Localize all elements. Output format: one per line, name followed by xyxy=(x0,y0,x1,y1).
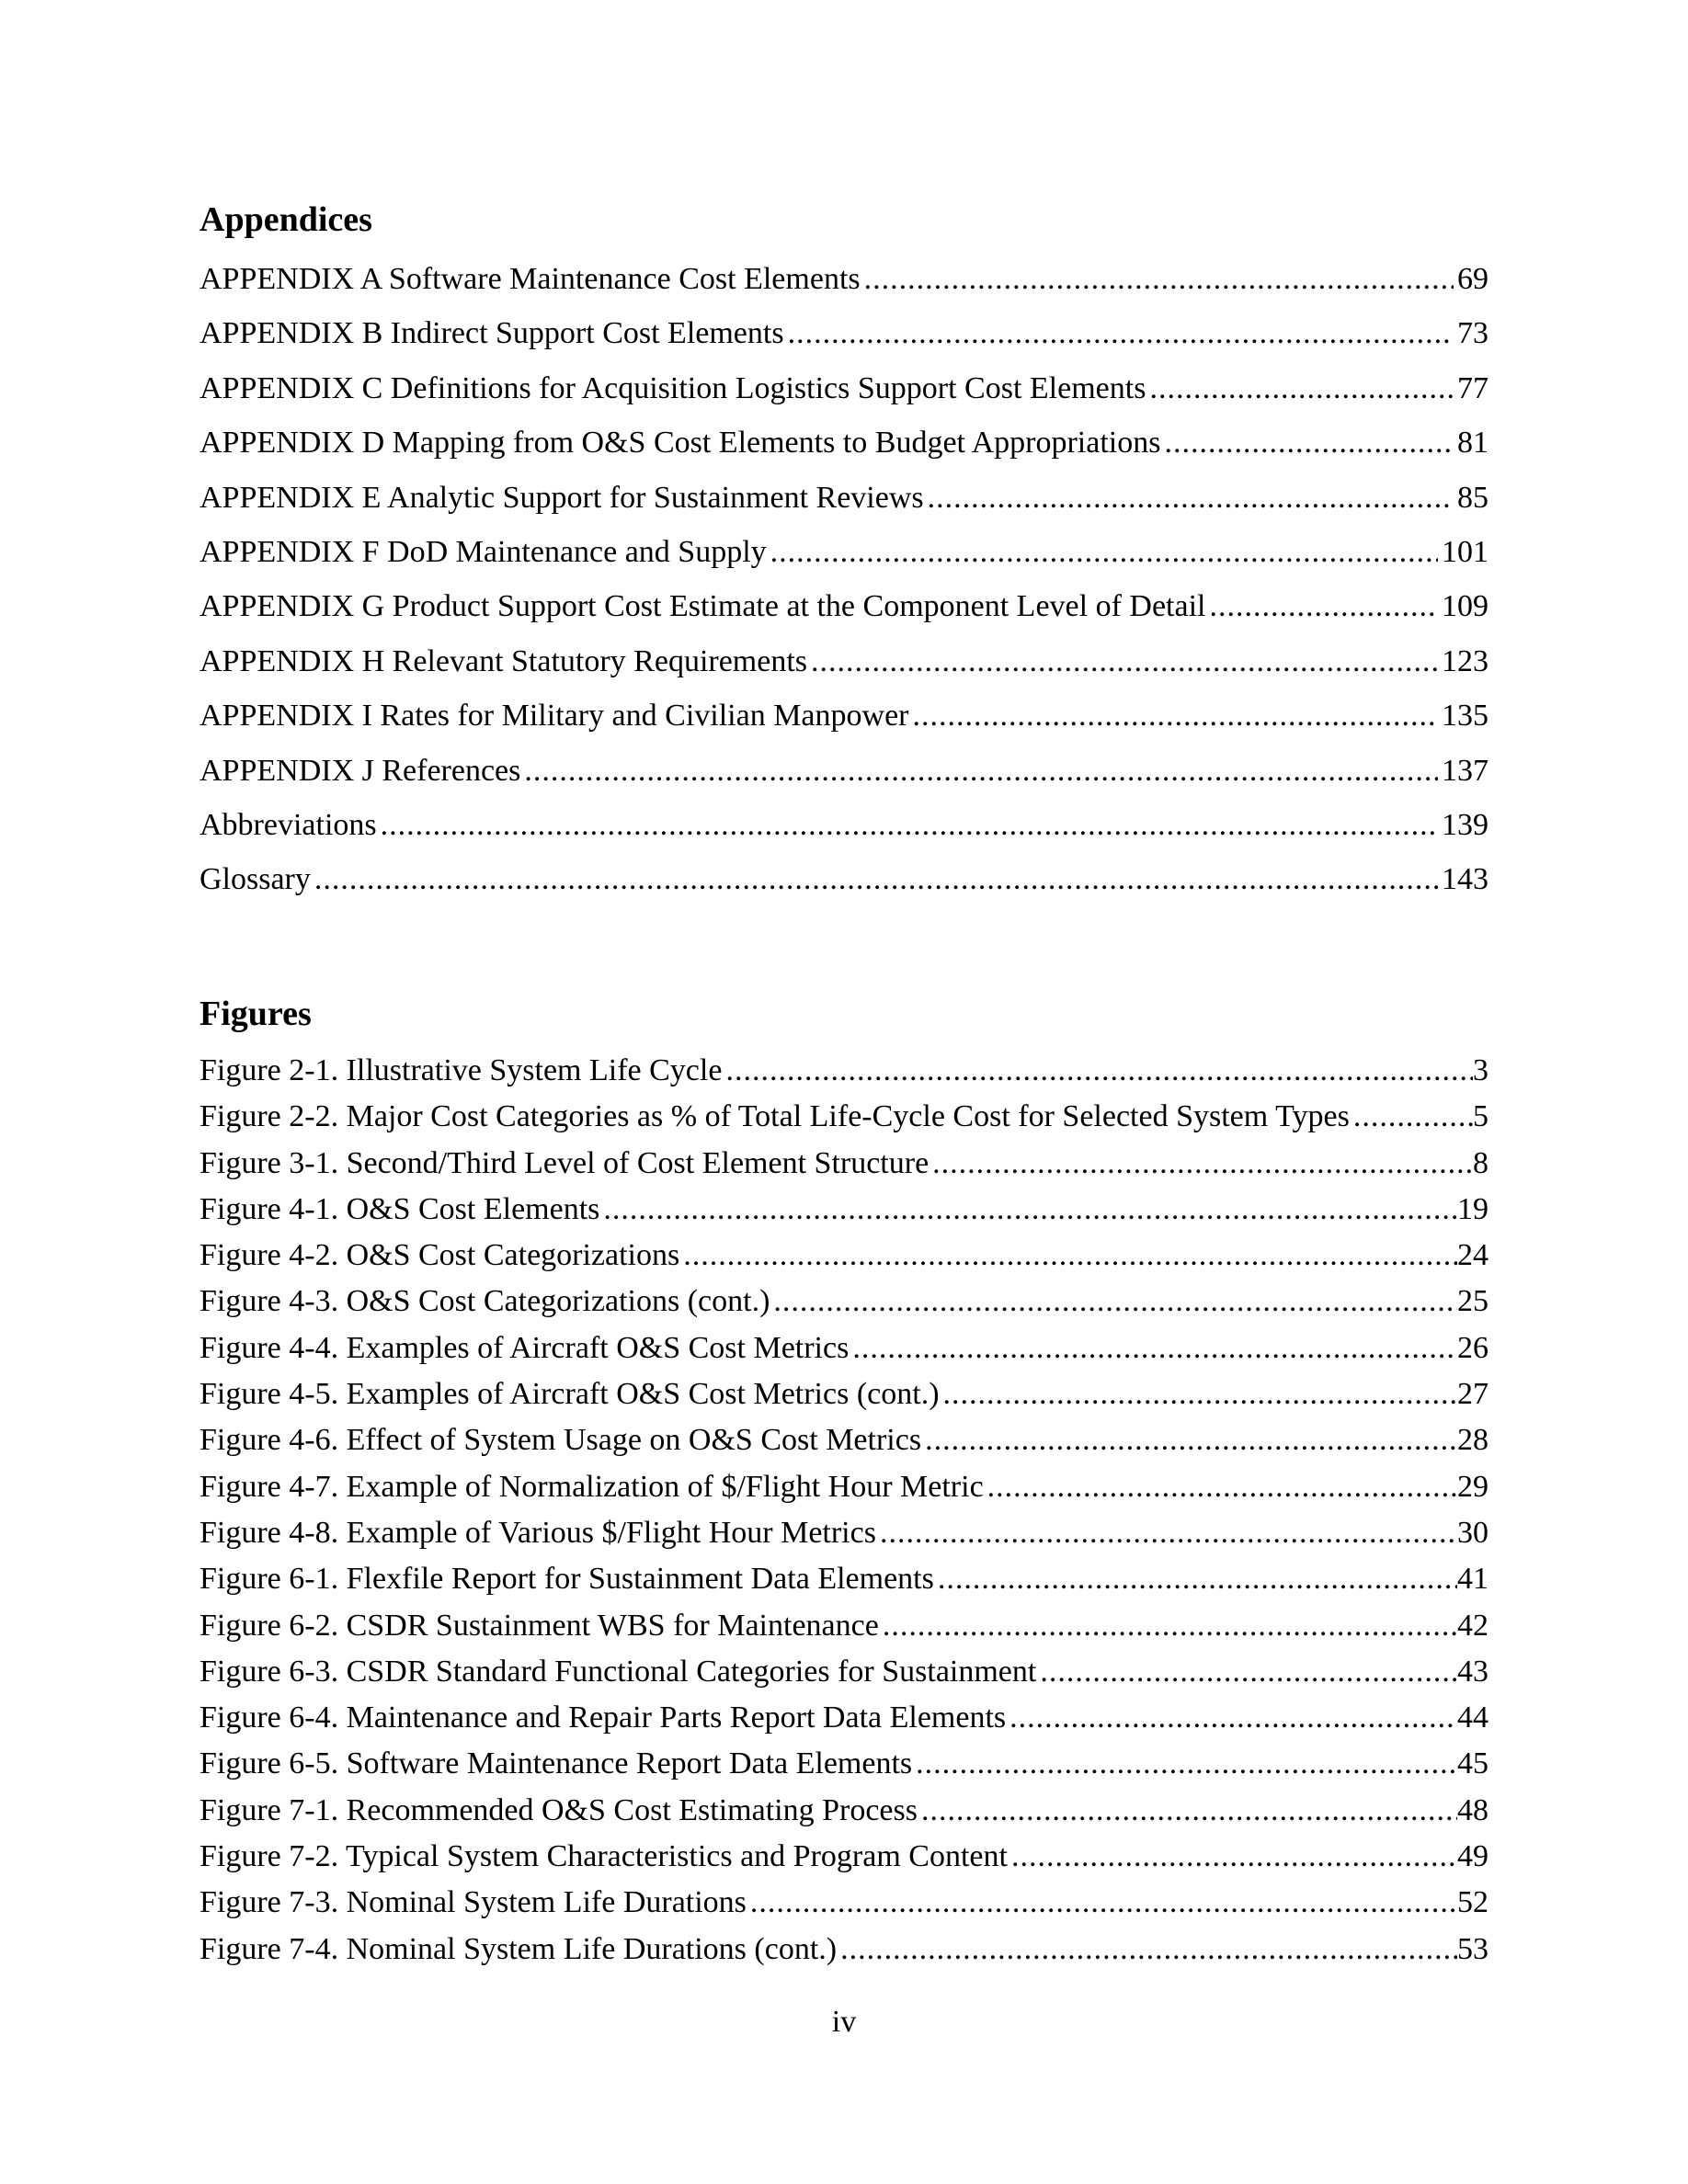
dot-leader xyxy=(916,1743,1457,1785)
toc-entry-figure-4-7[interactable] xyxy=(200,1466,1488,1512)
appendices-list xyxy=(200,257,1488,913)
dot-leader xyxy=(932,1143,1473,1185)
dot-leader xyxy=(852,1327,1457,1370)
dot-leader xyxy=(770,530,1438,574)
toc-entry-page: 109 xyxy=(1442,589,1488,624)
toc-entry-appendix-d[interactable] xyxy=(200,421,1488,475)
toc-entry-page: 30 xyxy=(1457,1515,1488,1550)
toc-entry-title: Figure 4-3. O&S Cost Categorizations (cont.) xyxy=(200,1284,770,1319)
dot-leader xyxy=(883,1605,1457,1647)
toc-entry-page: 42 xyxy=(1457,1608,1488,1643)
figures-list xyxy=(200,1050,1488,1974)
toc-entry-glossary[interactable] xyxy=(200,858,1488,912)
toc-entry-title: APPENDIX C Definitions for Acquisition Logistics Support Cost Elements xyxy=(200,370,1146,405)
toc-entry-title: Figure 4-4. Examples of Aircraft O&S Cost Metrics xyxy=(200,1330,850,1365)
dot-leader xyxy=(1009,1697,1457,1739)
dot-leader xyxy=(864,257,1454,301)
dot-leader xyxy=(840,1928,1457,1971)
toc-entry-title: Figure 4-1. O&S Cost Elements xyxy=(200,1191,600,1226)
toc-entry-appendix-h[interactable] xyxy=(200,640,1488,694)
toc-entry-page: 137 xyxy=(1442,753,1488,788)
toc-entry-page: 52 xyxy=(1457,1885,1488,1920)
dot-leader xyxy=(725,1050,1473,1092)
dot-leader xyxy=(928,476,1454,520)
toc-entry-page: 24 xyxy=(1457,1238,1488,1273)
toc-entry-appendix-a[interactable] xyxy=(200,257,1488,312)
toc-entry-page: 44 xyxy=(1457,1701,1488,1735)
toc-entry-page: 69 xyxy=(1457,262,1488,296)
toc-entry-page: 43 xyxy=(1457,1654,1488,1689)
toc-entry-appendix-e[interactable] xyxy=(200,476,1488,530)
toc-entry-figure-4-1[interactable] xyxy=(200,1189,1488,1234)
toc-entry-page: 8 xyxy=(1473,1145,1488,1180)
dot-leader xyxy=(880,1512,1457,1554)
toc-entry-appendix-i[interactable] xyxy=(200,694,1488,748)
toc-entry-figure-4-6[interactable] xyxy=(200,1419,1488,1465)
toc-entry-title: Figure 4-6. Effect of System Usage on O&S Cost Metrics xyxy=(200,1423,922,1458)
toc-entry-figure-4-8[interactable] xyxy=(200,1512,1488,1558)
dot-leader xyxy=(1209,585,1438,629)
toc-entry-title: Figure 6-1. Flexfile Report for Sustainment Data Elements xyxy=(200,1562,934,1597)
toc-entry-title: Figure 2-2. Major Cost Categories as % of Total Life-Cycle Cost for Selected System Types xyxy=(200,1099,1350,1134)
toc-entry-figure-6-5[interactable] xyxy=(200,1743,1488,1789)
toc-entry-title: Figure 6-5. Software Maintenance Report Data Elements xyxy=(200,1746,913,1781)
toc-entry-title: Figure 7-3. Nominal System Life Durations xyxy=(200,1885,747,1920)
toc-entry-figure-4-3[interactable] xyxy=(200,1280,1488,1326)
toc-entry-title: Figure 6-2. CSDR Sustainment WBS for Maintenance xyxy=(200,1608,879,1643)
dot-leader xyxy=(1011,1836,1457,1878)
toc-entry-figure-7-4[interactable] xyxy=(200,1928,1488,1974)
toc-entry-title: APPENDIX A Software Maintenance Cost Elements xyxy=(200,262,861,296)
toc-entry-page: 45 xyxy=(1457,1746,1488,1781)
toc-entry-appendix-j[interactable] xyxy=(200,749,1488,803)
toc-entry-page: 25 xyxy=(1457,1284,1488,1319)
toc-entry-appendix-g[interactable] xyxy=(200,585,1488,639)
dot-leader xyxy=(925,1419,1457,1462)
toc-entry-page: 77 xyxy=(1457,370,1488,405)
dot-leader xyxy=(683,1234,1457,1277)
toc-entry-figure-6-1[interactable] xyxy=(200,1558,1488,1604)
toc-entry-title: Figure 4-8. Example of Various $/Flight Hour Metrics xyxy=(200,1515,876,1550)
toc-entry-title: APPENDIX G Product Support Cost Estimate at the Component Level of Detail xyxy=(200,589,1206,624)
toc-entry-figure-6-4[interactable] xyxy=(200,1697,1488,1743)
toc-entry-title: APPENDIX F DoD Maintenance and Supply xyxy=(200,534,767,569)
appendices-heading: Appendices xyxy=(200,200,372,239)
toc-entry-page: 49 xyxy=(1457,1839,1488,1874)
toc-entry-title: APPENDIX I Rates for Military and Civilian Manpower xyxy=(200,699,909,734)
toc-entry-figure-7-3[interactable] xyxy=(200,1882,1488,1928)
toc-entry-page: 85 xyxy=(1457,480,1488,515)
toc-entry-page: 48 xyxy=(1457,1792,1488,1827)
toc-entry-page: 81 xyxy=(1457,426,1488,461)
toc-entry-appendix-c[interactable] xyxy=(200,367,1488,421)
dot-leader xyxy=(1149,367,1454,411)
toc-entry-title: Figure 4-2. O&S Cost Categorizations xyxy=(200,1238,680,1273)
toc-entry-page: 139 xyxy=(1442,807,1488,842)
dot-leader xyxy=(603,1189,1457,1231)
toc-entry-figure-7-1[interactable] xyxy=(200,1790,1488,1836)
toc-entry-page: 123 xyxy=(1442,643,1488,678)
dot-leader xyxy=(788,312,1454,356)
toc-entry-title: Figure 6-4. Maintenance and Repair Parts Report Data Elements xyxy=(200,1701,1007,1735)
toc-entry-title: Figure 4-7. Example of Normalization of $/Flight Hour Metric xyxy=(200,1469,984,1504)
toc-entry-page: 143 xyxy=(1442,862,1488,897)
toc-entry-title: APPENDIX J References xyxy=(200,753,521,788)
toc-entry-figure-6-2[interactable] xyxy=(200,1605,1488,1651)
dot-leader xyxy=(1353,1096,1473,1138)
toc-entry-title: Glossary xyxy=(200,862,311,897)
toc-entry-page: 53 xyxy=(1457,1931,1488,1966)
toc-entry-page: 5 xyxy=(1473,1099,1488,1134)
toc-entry-title: Figure 7-1. Recommended O&S Cost Estimating Process xyxy=(200,1792,918,1827)
dot-leader xyxy=(314,858,1438,902)
toc-entry-figure-3-1[interactable] xyxy=(200,1143,1488,1189)
toc-entry-title: Figure 4-5. Examples of Aircraft O&S Cost Metrics (cont.) xyxy=(200,1377,940,1412)
toc-entry-title: Abbreviations xyxy=(200,807,377,842)
toc-entry-page: 101 xyxy=(1442,534,1488,569)
dot-leader xyxy=(524,749,1438,793)
toc-entry-title: Figure 2-1. Illustrative System Life Cycle xyxy=(200,1053,723,1087)
toc-entry-title: APPENDIX D Mapping from O&S Cost Elements to Budget Appropriations xyxy=(200,426,1161,461)
figures-heading: Figures xyxy=(200,995,312,1033)
toc-entry-page: 73 xyxy=(1457,316,1488,351)
toc-entry-abbreviations[interactable] xyxy=(200,803,1488,858)
dot-leader xyxy=(1040,1651,1457,1693)
toc-entry-figure-4-2[interactable] xyxy=(200,1234,1488,1280)
toc-entry-title: APPENDIX H Relevant Statutory Requirements xyxy=(200,643,808,678)
toc-entry-title: APPENDIX B Indirect Support Cost Elements xyxy=(200,316,784,351)
toc-entry-page: 26 xyxy=(1457,1330,1488,1365)
toc-entry-page: 19 xyxy=(1457,1191,1488,1226)
toc-entry-figure-2-2[interactable] xyxy=(200,1096,1488,1142)
toc-entry-page: 29 xyxy=(1457,1469,1488,1504)
toc-entry-title: APPENDIX E Analytic Support for Sustainment Reviews xyxy=(200,480,924,515)
toc-entry-page: 135 xyxy=(1442,699,1488,734)
toc-entry-figure-2-1[interactable] xyxy=(200,1050,1488,1096)
dot-leader xyxy=(987,1466,1457,1508)
toc-entry-page: 28 xyxy=(1457,1423,1488,1458)
toc-entry-page: 3 xyxy=(1473,1053,1488,1087)
toc-entry-appendix-b[interactable] xyxy=(200,312,1488,366)
toc-entry-title: Figure 3-1. Second/Third Level of Cost Element Structure xyxy=(200,1145,930,1180)
dot-leader xyxy=(381,803,1438,847)
dot-leader xyxy=(943,1373,1457,1416)
dot-leader xyxy=(938,1558,1457,1600)
toc-entry-page: 27 xyxy=(1457,1377,1488,1412)
page-number: iv xyxy=(831,2005,857,2039)
toc-entry-title: Figure 7-2. Typical System Characteristics and Program Content xyxy=(200,1839,1008,1874)
dot-leader xyxy=(773,1280,1457,1323)
toc-entry-figure-6-3[interactable] xyxy=(200,1651,1488,1697)
toc-entry-title: Figure 7-4. Nominal System Life Durations (cont.) xyxy=(200,1931,838,1966)
dot-leader xyxy=(811,640,1438,684)
dot-leader xyxy=(913,694,1439,738)
toc-entry-figure-4-4[interactable] xyxy=(200,1327,1488,1373)
toc-entry-appendix-f[interactable] xyxy=(200,530,1488,585)
toc-entry-figure-7-2[interactable] xyxy=(200,1836,1488,1882)
toc-entry-page: 41 xyxy=(1457,1562,1488,1597)
toc-entry-title: Figure 6-3. CSDR Standard Functional Categories for Sustainment xyxy=(200,1654,1037,1689)
dot-leader xyxy=(750,1882,1457,1924)
toc-entry-figure-4-5[interactable] xyxy=(200,1373,1488,1419)
dot-leader xyxy=(1164,421,1454,465)
dot-leader xyxy=(921,1790,1457,1832)
